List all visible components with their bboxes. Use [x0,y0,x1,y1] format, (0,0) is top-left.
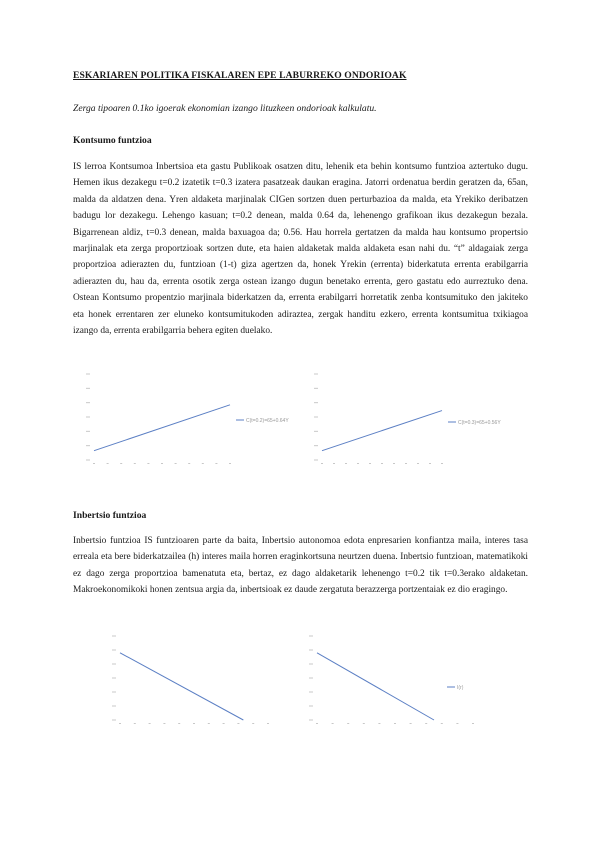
y-axis-tick [314,417,318,418]
y-axis-tick [86,374,90,375]
y-axis-tick [309,720,313,721]
x-axis-tick [363,723,365,724]
y-axis-tick [309,636,313,637]
x-axis-tick [193,723,195,724]
y-axis-tick [86,388,90,389]
x-axis-tick [381,463,383,464]
y-axis-tick [309,692,313,693]
consumption-chart-left-svg [80,368,300,468]
x-axis-tick [202,463,204,464]
document-title: ESKARIAREN POLITIKA FISKALAREN EPE LABURREKO ONDORIOAK [73,70,407,81]
y-axis-tick [112,664,116,665]
y-axis-tick [314,374,318,375]
y-axis-tick [112,720,116,721]
x-axis-tick [107,463,109,464]
y-axis-tick [112,650,116,651]
y-axis-tick [112,706,116,707]
x-axis-tick [378,723,380,724]
x-axis-tick [429,463,431,464]
section-paragraph-kontsumo: IS lerroa Kontsumoa Inbertsioa eta gastu Publikoak osatzen ditu, lehenik eta behin kontsumo funtzioa aztertuko dugu. Hemen ikus dezakegu t=0.2 izatetik t=0.3 izatera pasatzeak daukan eragina. Jatorri ordenatua berdin geratzen da, 65an, malda da aldatzen dena. Yren aldaketa marjinalak CIGen sortzen duen perturbazioa da malda, eta Yrekiko deribatzen badugu lor dezakegu. Lehengo kasuan; t=0.2 denean, malda 0.64 da, lehenengo grafikoan ikus dezakegun bezala. Bigarrenean aldiz, t=0.3 denean, malda baxuagoa da; 0.56. Hau horrela gertatzen da malda hau kontsumo propertsio marjinalak eta zerga proportzioak sortzen dute, eta haien aldaketak malda aldaketa esan nahi du. “t” aldagaiak zerga proportzioa adierazten du, funtzioan (1-t) giza agertzen da, honek Yrekin (errenta) biderkatuta errenta erabilgarria adierazten du, hau da, errenta osotik zerga ostean izango dugun benetako errenta, gero gastatu edo aurreztuko dena. Ostean Kontsumo propentzio marjinala biderkatzen da, errenta erabilgarri horretatik zenba kontsumituko den jakiteko eta honek errentaren zer eluneko kontsumitukoden adiraztea, zergak handitu ezkero, errenta kontsumitua txikiagoa izango da, errenta erabilgarria behera egiten duelako. [73,162,528,337]
y-axis-tick [112,636,116,637]
x-axis-tick [357,463,359,464]
x-axis-tick [405,463,407,464]
x-axis-tick [252,723,254,724]
consumption-chart-right-svg [308,368,528,468]
x-axis-tick [120,463,122,464]
y-axis-tick [86,445,90,446]
x-axis-tick [147,463,149,464]
consumption-right-legend-label: C(t=0.3)=65+0.56Y [458,420,501,426]
y-axis-tick [309,706,313,707]
x-axis-tick [134,723,136,724]
section-heading-kontsumo: Kontsumo funtzioa [73,135,152,146]
y-axis-tick [309,664,313,665]
x-axis-tick [345,463,347,464]
x-axis-tick [347,723,349,724]
y-axis-tick [314,388,318,389]
x-axis-tick [316,723,318,724]
x-axis-tick [208,723,210,724]
consumption-chart-right [308,368,528,468]
y-axis-tick [86,417,90,418]
x-axis-tick [417,463,419,464]
x-axis-tick [410,723,412,724]
y-axis-tick [314,460,318,461]
consumption-chart-left [80,368,300,468]
x-axis-tick [161,463,163,464]
x-axis-tick [223,723,225,724]
investment-left-axis-ticks [112,636,269,725]
x-axis-tick [149,723,151,724]
investment-chart-right-svg [305,630,495,730]
x-axis-tick [456,723,458,724]
x-axis-tick [472,723,474,724]
x-axis-tick [333,463,335,464]
consumption-right-axis-ticks [314,374,443,465]
x-axis-tick [188,463,190,464]
investment-right-axis-ticks [309,636,474,725]
consumption-left-legend-label: C(t=0.2)=65+0.64Y [246,418,289,424]
investment-chart-left [108,630,283,730]
y-axis-tick [309,678,313,679]
x-axis-tick [394,723,396,724]
y-axis-tick [112,678,116,679]
x-axis-tick [369,463,371,464]
section-heading-inbertsio: Inbertsio funtzioa [73,510,147,521]
consumption-left-axis-ticks [86,374,231,465]
y-axis-tick [309,650,313,651]
y-axis-tick [86,460,90,461]
x-axis-tick [237,723,239,724]
y-axis-tick [314,431,318,432]
x-axis-tick [119,723,121,724]
x-axis-tick [163,723,165,724]
section-paragraph-inbertsio: Inbertsio funtzioa IS funtzioaren parte da baita, Inbertsio autonomoa edota enpresarien konfiantza maila, interes tasa erreala eta bere biderkatzailea (h) interes maila horren eraginkortsuna neurtzen duena. Inbertsio funtzioan, matematikoki ez dago zerga proportzioa bamenatuta eta, bertaz, ez dago aldaketarik lehenengo t=0.2 tik t=0.3erako aldaketan. Makroekonomikoki honen zentsua argia da, inbertsioak ez daude zergatuta berazzerga portzentaiak ez dio eragingo. [73,536,528,596]
investment-chart-right [305,630,495,730]
x-axis-tick [178,723,180,724]
x-axis-tick [321,463,323,464]
x-axis-tick [215,463,217,464]
x-axis-tick [229,463,231,464]
x-axis-tick [441,463,443,464]
y-axis-tick [86,431,90,432]
y-axis-tick [314,445,318,446]
investment-right-series-line [317,653,434,720]
y-axis-tick [314,402,318,403]
x-axis-tick [267,723,269,724]
x-axis-tick [425,723,427,724]
investment-left-series-line [120,653,243,720]
investment-right-legend-label: I(r) [457,685,464,691]
document-subtitle: Zerga tipoaren 0.1ko igoerak ekonomian izango lituzkeen ondorioak kalkulatu. [73,103,377,114]
consumption-left-series-line [94,405,230,451]
x-axis-tick [134,463,136,464]
consumption-right-series-line [322,411,442,451]
x-axis-tick [332,723,334,724]
investment-chart-left-svg [108,630,283,730]
x-axis-tick [441,723,443,724]
y-axis-tick [112,692,116,693]
x-axis-tick [175,463,177,464]
y-axis-tick [86,402,90,403]
x-axis-tick [93,463,95,464]
x-axis-tick [393,463,395,464]
